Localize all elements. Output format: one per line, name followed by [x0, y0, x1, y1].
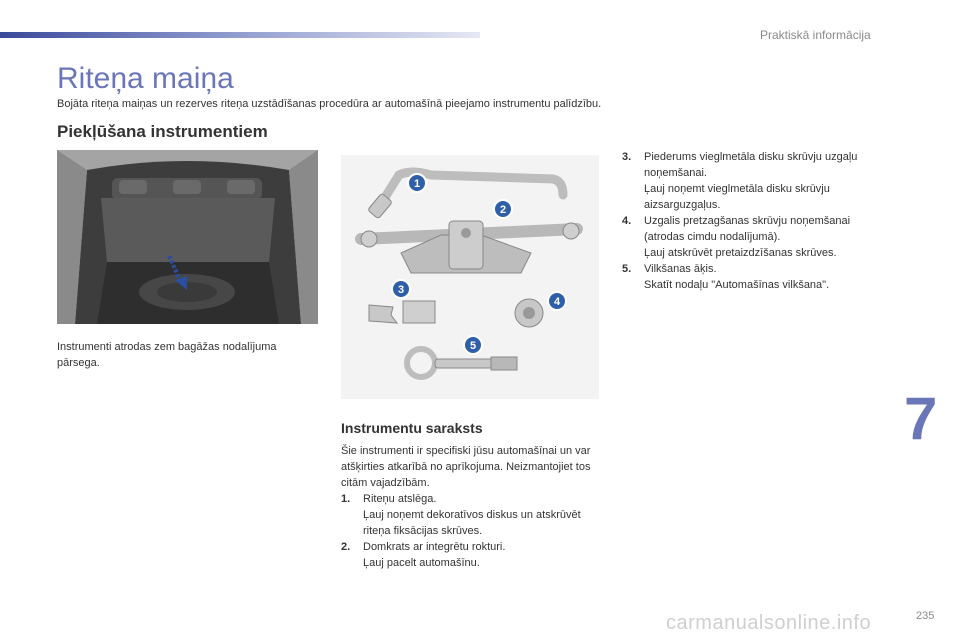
tool-marker-2: [494, 200, 512, 218]
antitheft-socket-icon: [515, 299, 543, 327]
header-accent-bar: [0, 32, 480, 38]
item-name: Domkrats ar integrētu rokturi.: [363, 541, 506, 553]
tools-list-heading: Instrumentu saraksts: [341, 420, 483, 436]
section-header: Praktiskā informācija: [760, 28, 871, 42]
item-name: Piederums vieglmetāla disku skrūvju uzgaļu noņemšanai.: [644, 151, 858, 179]
item-desc: Ļauj noņemt vieglmetāla disku skrūvju aizsarguzgaļus.: [644, 183, 830, 211]
item-number: 5.: [622, 263, 632, 275]
intro-text: Bojāta riteņa maiņas un rezerves riteņa uzstādīšanas procedūra ar automašīnā pieejamo instrumentu palīdzību.: [57, 98, 602, 110]
item-name: Uzgalis pretzagšanas skrūvju noņemšanai (atrodas cimdu nodalījumā).: [644, 215, 851, 243]
item-number: 2.: [341, 541, 351, 553]
item-name: Vilkšanas āķis.: [644, 263, 717, 275]
page-number: 235: [916, 610, 935, 622]
list-item: [622, 213, 892, 261]
photo-caption: Instrumenti atrodas zem bagāžas nodalījuma pārsega.: [57, 341, 277, 369]
trunk-photo: [57, 150, 318, 324]
list-item: [341, 491, 596, 539]
access-tools-heading: Piekļūšana instrumentiem: [57, 122, 268, 141]
watermark: carmanualsonline.info: [666, 612, 872, 634]
tools-list-intro: Šie instrumenti ir specifiski jūsu automašīnai un var atšķirties atkarībā no aprīkojuma. Neizmantojiet tos citām vajadzībām.: [341, 445, 591, 489]
chapter-number: 7: [904, 385, 938, 452]
item-number: 3.: [622, 151, 632, 163]
tools-illustration: [341, 155, 599, 399]
item-desc: Ļauj pacelt automašīnu.: [363, 557, 480, 569]
tool-marker-4: [548, 292, 566, 310]
tools-list-intro-block: [341, 443, 596, 571]
svg-text:5: 5: [469, 340, 477, 352]
item-number: 4.: [622, 215, 632, 227]
tool-marker-3: [392, 280, 410, 298]
tool-marker-1: [408, 174, 426, 192]
item-number: 1.: [341, 493, 351, 505]
svg-text:3: 3: [397, 284, 405, 296]
svg-text:4: 4: [553, 296, 561, 308]
svg-text:2: 2: [499, 204, 507, 216]
item-desc: Skatīt nodaļu "Automašīnas vilkšana".: [644, 279, 830, 291]
list-item: [622, 261, 892, 293]
page-title: Riteņa maiņa: [57, 62, 234, 95]
item-name: Riteņu atslēga.: [363, 493, 437, 505]
list-item: [341, 539, 596, 571]
item-desc: Ļauj noņemt dekoratīvos diskus un atskrūvēt riteņa fiksācijas skrūves.: [363, 509, 581, 537]
item-desc: Ļauj atskrūvēt pretaizdzīšanas skrūves.: [644, 247, 837, 259]
list-item: [622, 149, 892, 213]
tool-marker-5: [464, 336, 482, 354]
tools-list-continued: [622, 149, 892, 293]
svg-text:1: 1: [413, 178, 421, 190]
